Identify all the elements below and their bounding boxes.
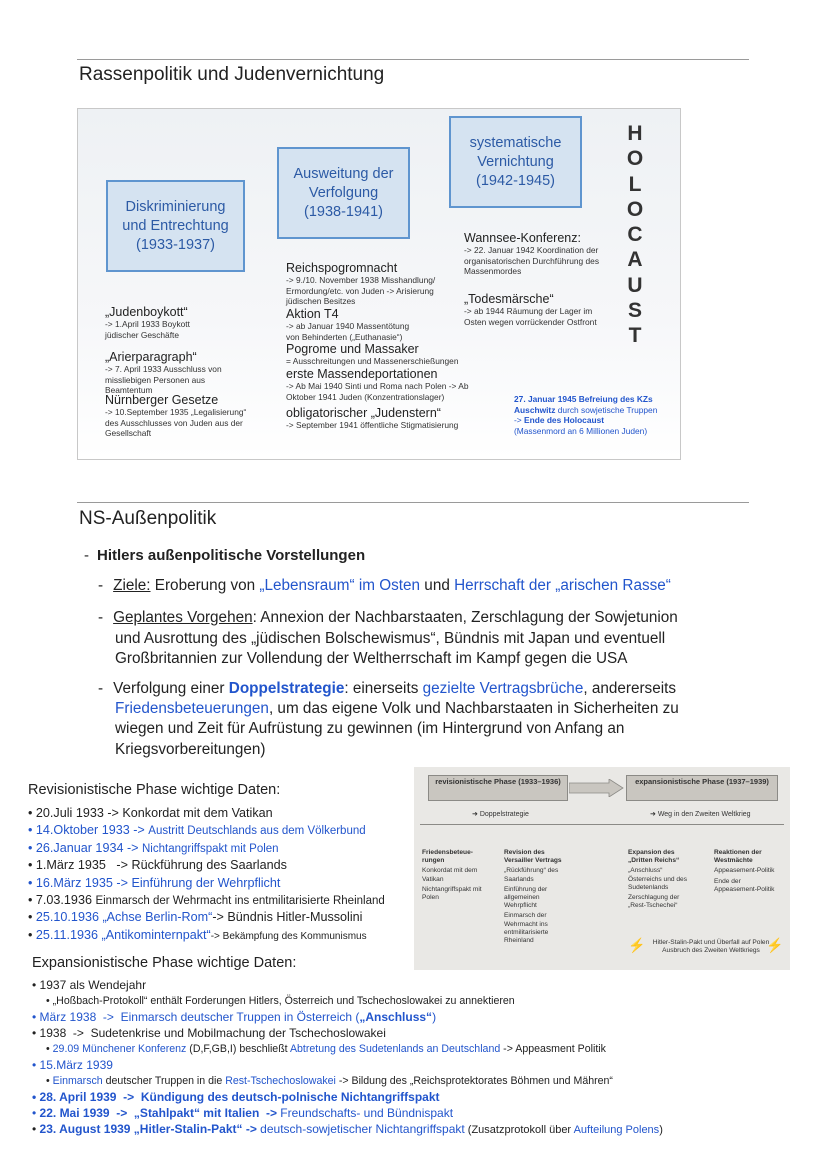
doppel-label: Doppelstrategie [479, 811, 529, 818]
doppel-text-4: , um das eigene Volk und Nachbarstaaten in Sicherheiten zu [268, 700, 679, 718]
doppel-line-3: wiegen und Zeit für Aufrüstung zu gewinnen (im Hintergrund von Anfang an [115, 720, 625, 738]
revisionist-list [28, 806, 413, 945]
list-item: • März 1938 -> Einmarsch deutscher Truppen in Österreich („Anschluss“) [32, 1010, 437, 1024]
rev-item-3: 1.März 1935 -> Rückführung des Saarlands [35, 858, 287, 873]
event-desc: -> 1.April 1933 Boykott jüdischer Geschäfte [105, 319, 190, 340]
phase-diagram [414, 767, 790, 970]
holocaust-figure [77, 108, 681, 460]
holo-letter: A [627, 248, 643, 272]
lightning-icon: ⚡ [628, 937, 646, 953]
exp-l2b: Einmarsch deutscher Truppen in Österreich ( [120, 1010, 360, 1024]
rev-item-6a: 25.10.1936 „Achse Berlin-Rom“ [35, 910, 213, 925]
rev-item-1b: Austritt Deutschlands aus dem Völkerbund [148, 825, 366, 838]
event-desc: -> 10.September 1935 „Legalisierung“ des Ausschlusses von Juden aus der Gesellschaft [105, 407, 247, 438]
dash-bullet: - [98, 577, 104, 594]
exp-l7d: Aufteilung Polens [573, 1124, 660, 1136]
doppel-line-4: Kriegsvorbereitungen) [115, 740, 266, 758]
heading-vorstellungen [84, 547, 365, 564]
expansionist-title: Expansionistische Phase wichtige Daten: [32, 955, 297, 971]
holo-letter: O [626, 197, 644, 221]
liberation-bold-2: Ende des Holocaust [524, 415, 605, 425]
liberation-bold-1: 27. Januar 1945 Befreiung des KZs Auschwitz [514, 394, 653, 415]
exp-l4s-b: deutscher Truppen in die [102, 1075, 226, 1087]
list-item: • „Hoßbach-Protokoll“ enthält Forderungen Hitlers, Österreich und Tschechoslowakei zu annektieren [46, 995, 515, 1007]
friede-title: Friedensbeteue-rungen [422, 849, 473, 865]
exp-l4s-c: Rest-Tschechoslowakei [225, 1075, 336, 1087]
exp-l2c: „Anschluss“ [359, 1010, 433, 1024]
diagram-arrow [569, 779, 624, 797]
exp-l1: 1937 als Wendejahr [39, 978, 147, 992]
event-title: Nürnberger Gesetze [105, 393, 219, 407]
list-item: • 1937 als Wendejahr [32, 978, 147, 992]
exp-l4: 15.März 1939 [39, 1058, 113, 1072]
list-item: • 28. April 1939 -> Kündigung des deutsch-polnische Nichtangriffspakt [32, 1090, 440, 1104]
list-item: • 26.Januar 1934 -> Nichtangriffspakt mit Polen [28, 840, 279, 855]
vorgehen-label: Geplantes Vorgehen [113, 609, 253, 626]
exp-l3s-c: Abtretung des Sudetenlands an Deutschland [289, 1043, 501, 1055]
diagram-divider [420, 824, 784, 825]
holo-letter: C [627, 223, 643, 247]
event-arierparagraph [105, 350, 255, 396]
middle-rule [77, 502, 749, 503]
exp-l5: 28. April 1939 -> Kündigung des deutsch-polnische Nichtangriffspakt [39, 1090, 440, 1104]
diagram-weg: ➜ Weg in den Zweiten Weltkrieg [650, 811, 751, 818]
rev-item-6b: -> Bündnis Hitler-Mussolini [212, 910, 363, 925]
event-title: Pogrome und Massaker [286, 342, 419, 356]
event-massendeportationen [286, 367, 476, 402]
event-nuernberger [105, 393, 255, 439]
event-desc: -> September 1941 öffentliche Stigmatisierung [286, 420, 459, 430]
list-item: • 1938 -> Sudetenkrise und Mobilmachung der Tschechoslowakei [32, 1026, 386, 1040]
lightning-icon: ⚡ [766, 937, 784, 953]
list-item: • 23. August 1939 „Hitler-Stalin-Pakt“ -> deutsch-sowjetischer Nichtangriffspakt (Zusatzprotokoll über Aufteilung Polens) [32, 1122, 663, 1136]
exp-l6b: Freundschafts- und Bündnispakt [280, 1106, 454, 1120]
exp-l2a: März 1938 -> [39, 1010, 121, 1024]
rev-item-1a: 14.Oktober 1933 -> [35, 823, 149, 838]
heading-text: Hitlers außenpolitische Vorstellungen [97, 547, 366, 564]
event-title: „Judenboykott“ [105, 305, 188, 319]
friede-item: Nichtangriffspakt mit Polen [422, 885, 482, 902]
event-title: Aktion T4 [286, 307, 339, 321]
event-wannsee [464, 231, 614, 277]
list-item: • 7.03.1936 Einmarsch der Wehrmacht ins entmilitarisierte Rheinland [28, 892, 385, 907]
ziele-text-2: und [420, 577, 455, 594]
friede-item: Konkordat mit dem Vatikan [422, 867, 478, 883]
dash-bullet: - [84, 547, 89, 564]
top-rule [77, 59, 749, 60]
exp-l3s-b: (D,F,GB,I) beschließt [186, 1043, 290, 1055]
ziele-text-1: Eroberung von [150, 577, 260, 594]
holo-letter: O [626, 147, 644, 171]
box-ausweitung: Ausweitung der Verfolgung (1938-1941) [277, 147, 410, 239]
exp-item: „Anschluss“ Österreichs und des Sudetenlands [628, 867, 688, 891]
section-title-rassenpolitik: Rassenpolitik und Judenvernichtung [79, 64, 385, 85]
dash-bullet: - [98, 609, 104, 626]
list-item: • 25.11.1936 „Antikominternpakt“-> Bekämpfung des Kommunismus [28, 927, 367, 942]
rev-item-7a: 25.11.1936 „Antikominternpakt“ [35, 927, 211, 942]
diagram-pakt: Hitler-Stalin-Pakt und Überfall auf Polen Ausbruch des Zweiten Weltkriegs [652, 939, 770, 955]
list-item: • Einmarsch deutscher Truppen in die Rest-Tschechoslowakei -> Bildung des „Reichsprotektorates Böhmen und Mähren“ [46, 1075, 613, 1087]
holo-letter: U [627, 273, 643, 297]
ziele-highlight-2: Herrschaft der „arischen Rasse“ [454, 577, 671, 594]
event-title: „Todesmärsche“ [464, 292, 554, 306]
west-title: Reaktionen der Westmächte [714, 849, 762, 865]
holo-letter: H [627, 122, 643, 145]
event-todesmaersche [464, 292, 614, 327]
exp-l2d: ) [432, 1010, 437, 1024]
bullet-doppelstrategie [98, 679, 808, 760]
vorgehen-text-1: : Annexion der Nachbarstaaten, Zerschlagung der Sowjetunion [252, 609, 678, 626]
box-diskriminierung: Diskriminierung und Entrechtung (1933-1937) [106, 180, 245, 272]
event-desc: -> ab 1944 Räumung der Lager im Osten wegen vorrückender Ostfront [464, 306, 597, 327]
diagram-phase-2: expansionistische Phase (1937–1939) [626, 775, 778, 801]
revisionist-title: Revisionistische Phase wichtige Daten: [28, 782, 281, 798]
rev-title: Revision des Versailler Vertrags [504, 849, 562, 865]
weg-label: Weg in den Zweiten Weltkrieg [657, 811, 751, 818]
holocaust-vertical-word [623, 121, 647, 349]
doppel-text-2: : einerseits [344, 680, 423, 697]
rev-item-7b: -> Bekämpfung des Kommunismus [210, 930, 367, 942]
liberation-text-1: durch sowjetische Truppen -> [514, 404, 658, 425]
liberation-note [514, 394, 662, 436]
exp-l3s-a: 29.09 Münchener Konferenz [52, 1043, 187, 1055]
rev-item-0: 20.Juli 1933 -> Konkordat mit dem Vatikan [35, 806, 273, 820]
doppel-text-3: , andererseits [583, 680, 677, 697]
bullet-vorgehen [98, 608, 798, 670]
rev-item: Einmarsch der Wehrmacht ins entmilitarisierte Rheinland [504, 912, 549, 945]
doppel-text-1: Verfolgung einer [113, 680, 229, 697]
event-reichspogromnacht [286, 261, 456, 307]
event-desc: -> 9./10. November 1938 Misshandlung/ Ermordung/etc. von Juden -> Arisierung jüdischen Besitzes [286, 275, 436, 306]
dash-bullet: - [98, 680, 104, 697]
exp-l7e: ) [659, 1124, 663, 1136]
event-title: erste Massendeportationen [286, 367, 438, 381]
diagram-expansion [628, 849, 694, 910]
event-desc: -> ab Januar 1940 Massentötung von Behinderten („Euthanasie“) [286, 321, 410, 342]
rev-item-2a: 26.Januar 1934 -> [35, 840, 142, 855]
exp-l4s-a: Einmarsch [52, 1075, 103, 1087]
diagram-friede [422, 849, 484, 902]
exp-l4s-d: -> Bildung des „Reichsprotektorates Böhmen und Mähren“ [335, 1075, 613, 1087]
diagram-doppel: ➜ Doppelstrategie [472, 811, 529, 818]
exp-l3s-d: -> Appeasment Politik [500, 1043, 606, 1055]
event-desc: = Ausschreitungen und Massenerschießungen [286, 356, 459, 366]
ziele-label: Ziele: [113, 577, 151, 594]
doppel-bold: Doppelstrategie [228, 680, 345, 697]
exp-l6a: 22. Mai 1939 -> „Stahlpakt“ mit Italien -> [39, 1106, 281, 1120]
event-aktion-t4 [286, 307, 456, 342]
bullet-ziele [98, 577, 798, 595]
holo-letter: S [627, 299, 642, 323]
holo-letter: T [628, 324, 642, 348]
rev-item-4: 16.März 1935 -> Einführung der Wehrpflicht [35, 875, 281, 890]
list-item: • 25.10.1936 „Achse Berlin-Rom“-> Bündnis Hitler-Mussolini [28, 910, 363, 925]
exp-l1s: „Hoßbach-Protokoll“ enthält Forderungen Hitlers, Österreich und Tschechoslowakei zu annektieren [52, 995, 515, 1007]
liberation-text-2: (Massenmord an 6 Millionen Juden) [514, 425, 648, 436]
vorgehen-line-2: und Ausrottung des „jüdischen Bolschewismus“, Bündnis mit Japan und eventuell [115, 629, 666, 647]
diagram-revision [504, 849, 570, 945]
exp-l7c: (Zusatzprotokoll über [464, 1124, 574, 1136]
doppel-highlight-2: Friedensbeteuerungen [115, 700, 269, 718]
event-title: Wannsee-Konferenz: [464, 231, 581, 245]
list-item: • 29.09 Münchener Konferenz (D,F,GB,I) beschließt Abtretung des Sudetenlands an Deutschland -> Appeasment Politik [46, 1043, 606, 1055]
event-title: Reichspogromnacht [286, 261, 398, 275]
diagram-phase-1: revisionistische Phase (1933–1936) [428, 775, 568, 801]
box-vernichtung: systematische Vernichtung (1942-1945) [449, 116, 582, 208]
exp-item: Zerschlagung der „Rest-Tschechei“ [628, 894, 680, 910]
list-item: • 22. Mai 1939 -> „Stahlpakt“ mit Italien -> Freundschafts- und Bündnispakt [32, 1106, 454, 1120]
list-item: • 15.März 1939 [32, 1058, 113, 1072]
doppel-highlight-1: gezielte Vertragsbrüche [422, 680, 584, 697]
event-judenboykott [105, 305, 255, 340]
exp-l3: 1938 -> Sudetenkrise und Mobilmachung der Tschechoslowakei [39, 1026, 386, 1040]
list-item: • 16.März 1935 -> Einführung der Wehrpflicht [28, 875, 281, 890]
rev-item: „Rückführung“ des Saarlands [504, 867, 559, 883]
rev-item-5a: 7.03.1936 [35, 892, 96, 907]
vorgehen-line-3: Großbritannien zur Vollendung der Weltherrschaft im Kampf gegen die USA [115, 650, 628, 667]
event-desc: -> 7. April 1933 Ausschluss von missliebigen Personen aus Beamtentum [105, 364, 222, 395]
section-title-aussenpolitik: NS-Außenpolitik [79, 508, 217, 529]
event-title: „Arierparagraph“ [105, 350, 197, 364]
exp-l7b: deutsch-sowjetischer Nichtangriffspakt [260, 1122, 465, 1136]
holo-letter: L [628, 172, 642, 196]
rev-item: Einführung der allgemeinen Wehrpflicht [504, 885, 548, 910]
west-item: Ende der Appeasement-Politik [714, 877, 775, 893]
exp-l7a: 23. August 1939 „Hitler-Stalin-Pakt“ -> [39, 1122, 261, 1136]
event-title: obligatorischer „Judenstern“ [286, 406, 441, 420]
rev-item-2b: Nichtangriffspakt mit Polen [142, 842, 279, 855]
list-item: • 1.März 1935 -> Rückführung des Saarlands [28, 858, 287, 873]
west-item: Appeasement-Politik [714, 867, 775, 875]
rev-item-5b: Einmarsch der Wehrmacht ins entmilitarisierte Rheinland [95, 894, 385, 907]
event-desc: -> Ab Mai 1940 Sinti und Roma nach Polen -> Ab Oktober 1941 Juden (Konzentrationslager) [286, 381, 469, 402]
event-pogrome [286, 342, 476, 367]
exp-title: Expansion des „Dritten Reichs“ [628, 849, 680, 865]
list-item: • 20.Juli 1933 -> Konkordat mit dem Vatikan [28, 806, 273, 820]
ziele-highlight-1: „Lebensraum“ im Osten [259, 577, 421, 594]
event-judenstern [286, 406, 476, 431]
event-desc: -> 22. Januar 1942 Koordination der organisatorischen Durchführung des Massenmordes [464, 245, 600, 276]
diagram-westmaechte [714, 849, 780, 894]
expansionist-list [32, 978, 822, 1138]
list-item: • 14.Oktober 1933 -> Austritt Deutschlands aus dem Völkerbund [28, 823, 366, 838]
